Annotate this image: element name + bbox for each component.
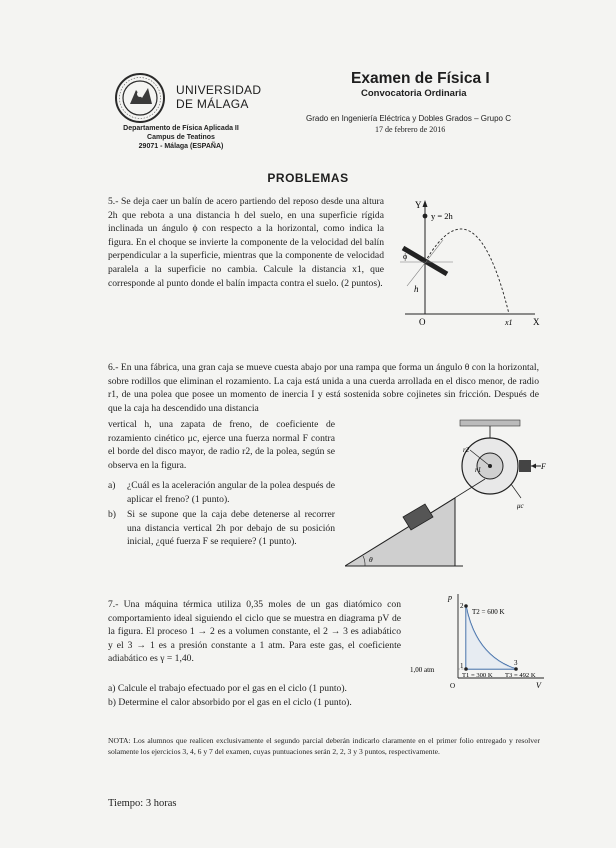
exam-time: Tiempo: 3 horas	[108, 798, 177, 809]
problem-5-figure	[395, 196, 545, 328]
university-line1: UNIVERSIDAD	[176, 83, 262, 97]
p5-x1-label: x1	[505, 318, 513, 327]
p5-origin-label: O	[419, 317, 426, 327]
p6-ramp	[345, 498, 455, 566]
problem-6-item-a	[108, 479, 338, 509]
item-a-text: ¿Cuál es la aceleración angular de la polea después de aplicar el freno? (1 punto).	[127, 480, 335, 505]
department-block	[106, 124, 256, 151]
p5-h-label: h	[414, 284, 419, 294]
p6-theta-label: θ	[369, 555, 373, 564]
p5-phi-label: ϕ	[403, 252, 408, 261]
p7-p-axis-label: p	[448, 593, 452, 602]
item-b-text: Si se supone que la caja debe detenerse al recorrer una distancia vertical 2h por debajo de su posición inicial, ¿qué fuerza F se requiere? (1 punto).	[127, 509, 335, 548]
p7-point-1-label: 1	[460, 662, 464, 670]
p6-F-label: F	[541, 462, 546, 471]
p6-brake-shoe	[519, 460, 531, 472]
section-title: PROBLEMAS	[267, 171, 349, 185]
p7-v-axis-label: V	[536, 681, 541, 690]
exam-subtitle: Convocatoria Ordinaria	[361, 88, 467, 99]
problem-7-question-a: a) Calcule el trabajo efectuado por el gas en el ciclo (1 punto).	[108, 683, 347, 694]
p5-y-label: y = 2h	[431, 211, 453, 221]
problem-7-question-b: b) Determine el calor absorbido por el gas en el ciclo (1 punto).	[108, 697, 352, 708]
university-seal	[114, 72, 166, 124]
p6-mu-label: μc	[517, 502, 524, 510]
p5-y-axis-label: Y	[415, 200, 422, 210]
p7-T3-label: T3 = 492 K	[505, 672, 536, 679]
item-b-marker: b)	[108, 509, 116, 520]
p7-origin-label: O	[450, 682, 456, 690]
problem-7-text: 7.- Una máquina térmica utiliza 0,35 moles de un gas diatómico con comportamiento ideal siguiendo el ciclo que se muestra en diagrama pV de la figura. El proceso 1 → 2 es a volumen constante, el 2 → 3 es adiabático y el 3 → 1 es a presión constante a 1 atm. Para este gas, el coeficiente adiabático es γ = 1,40.	[108, 599, 401, 665]
problem-6-item-b	[108, 508, 338, 568]
problem-6-figure	[345, 418, 550, 576]
department-address: 29071 - Málaga (ESPAÑA)	[138, 143, 224, 150]
exam-date: 17 de febrero de 2016	[375, 125, 446, 134]
university-line2: DE MÁLAGA	[176, 97, 249, 111]
campus-name: Campus de Teatinos	[147, 134, 215, 141]
problem-6-text: 6.- En una fábrica, una gran caja se mueve cuesta abajo por una rampa que forma un ángulo θ con la horizontal, sobre rodillos que eliminan el rozamiento. La caja está unida a una cuerda arrollada en el disco menor, de radio r1, de una polea que posee un momento de inercia I y está sostenida sobre cojinetes sin fricción. Después de que la caja ha descendido una distancia	[108, 362, 539, 414]
university-name	[176, 83, 261, 111]
department-name: Departamento de Física Aplicada II	[123, 125, 239, 132]
problem-5-text: 5.- Se deja caer un balín de acero partiendo del reposo desde una altura 2h que rebota a una distancia h del suelo, en una superficie rígida inclinada un ángulo ϕ con respecto a la horizontal, como indica la figura. En el choque se invierte la componente de la velocidad del balín perpendicular a la superficie, mientras que la componente de velocidad paralela a la superficie no cambia. Calcule la distancia x1, que corresponde al punto donde el balín impacta contra el suelo. (2 puntos).	[108, 196, 384, 289]
item-a-marker: a)	[108, 480, 116, 491]
problem-7-pv-diagram	[410, 592, 550, 692]
p7-T2-label: T2 = 600 K	[472, 608, 505, 616]
exam-title: Examen de Física I	[351, 70, 490, 87]
p7-T1-label: T1 = 300 K	[462, 672, 493, 679]
problem-6-text-cont: vertical h, una zapata de freno, de coeficiente de rozamiento cinético μc, ejerce una fuerza normal F contra el borde del disco mayor, de radio r2, de la polea, según se observa en la figura.	[108, 419, 335, 471]
p6-r1-label: r1	[475, 466, 482, 474]
p5-ball	[423, 214, 428, 219]
p6-r2-label: r2	[463, 446, 470, 454]
p7-point-3-label: 3	[514, 659, 518, 667]
p7-pressure-label: 1,00 atm	[410, 666, 435, 674]
p5-x-axis-label: X	[533, 317, 540, 327]
exam-group: Grado en Ingeniería Eléctrica y Dobles Grados – Grupo C	[306, 114, 511, 123]
exam-note: NOTA: Los alumnos que realicen exclusivamente el segundo parcial deberán indicarlo claramente en el primer folio entregado y resolver solamente los ejercicios 3, 4, 6 y 7 del examen, cuyas puntuaciones serán 2, 2, 3 y 3 puntos, respectivamente.	[108, 736, 540, 756]
p7-point-2-label: 2	[460, 602, 464, 610]
